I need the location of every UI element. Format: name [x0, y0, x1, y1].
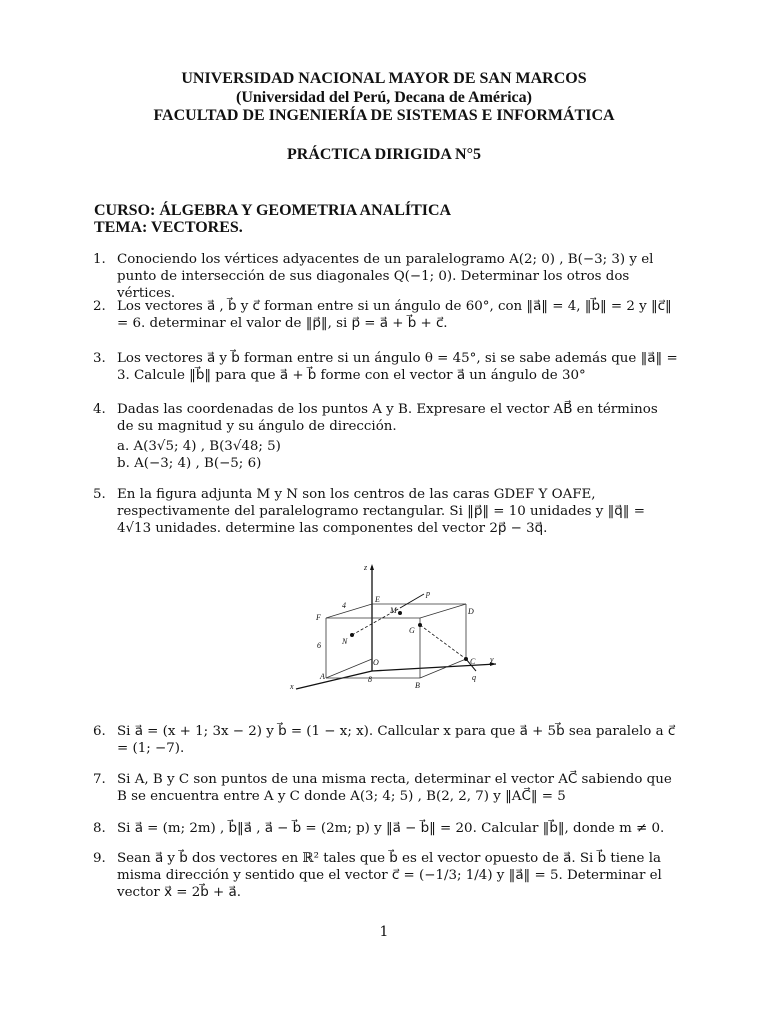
label-c: C [470, 657, 476, 666]
problem-text: Los vectores a⃗ y b⃗ forman entre si un ángulo θ = 45°, si se sabe además que ‖a⃗‖ = 3. Calcule ‖b⃗‖ para que a⃗ + b⃗ forme con el vector a⃗ un ángulo de 30° [117, 351, 678, 383]
x-axis [296, 671, 372, 689]
university-subtitle: (Universidad del Perú, Decana de América) [236, 89, 532, 106]
label-e: E [375, 595, 380, 604]
problem-1 [93, 251, 678, 302]
edge-oa [326, 659, 372, 678]
label-q: q [472, 673, 476, 682]
parallelepiped-figure [284, 556, 524, 696]
problem-text: Si a⃗ = (x + 1; 3x − 2) y b⃗ = (1 − x; x). Callcular x para que a⃗ + 5b⃗ sea paralelo a c⃗ = (1; −7). [117, 724, 676, 756]
problem-number: 7. [93, 772, 106, 787]
label-d: D [468, 607, 474, 616]
label-z: z [364, 563, 368, 572]
label-n: N [342, 637, 348, 646]
page-number: 1 [379, 924, 389, 940]
problem-text: Si a⃗ = (m; 2m) , b⃗‖a⃗ , a⃗ − b⃗ = (2m; p) y ‖a⃗ − b⃗‖ = 20. Calcular ‖b⃗‖, donde m ≠ 0. [117, 821, 665, 836]
topic-heading: TEMA: VECTORES. [94, 219, 243, 236]
problem-2 [93, 298, 678, 332]
problem-text: Si A, B y C son puntos de una misma recta, determinar el vector AC⃗ sabiendo que B se encuentra entre A y C donde A(3; 4; 5) , B(2, 2, 7) y ‖AC⃗‖ = 5 [117, 772, 672, 804]
practice-title: PRÁCTICA DIRIGIDA N°5 [287, 146, 481, 163]
problem-9 [93, 850, 678, 901]
point-g [418, 623, 422, 627]
problem-7 [93, 771, 678, 805]
edge-gd [420, 604, 466, 618]
label-m: M [390, 606, 397, 615]
problem-text: Conociendo los vértices adyacentes de un paralelogramo A(2; 0) , B(−3; 3) y el punto de intersección de sus diagonales Q(−1; 0). Determinar los otros dos vértices. [117, 252, 654, 301]
point-c [464, 657, 468, 661]
problem-text: Dadas las coordenadas de los puntos A y B. Expresare el vector AB⃗ en términos de su magnitud y su ángulo de dirección. [117, 402, 658, 434]
vector-q-line [420, 625, 466, 659]
label-g: G [409, 626, 415, 635]
problem-6 [93, 723, 678, 757]
label-x: x [290, 682, 294, 691]
course-heading: CURSO: ÁLGEBRA Y GEOMETRIA ANALÍTICA [94, 202, 452, 219]
edge-fe [326, 604, 372, 618]
problem-number: 1. [93, 252, 106, 267]
problem-number: 3. [93, 351, 106, 366]
label-8: 8 [368, 675, 372, 684]
point-m [398, 611, 402, 615]
label-b: B [415, 681, 420, 690]
university-title: UNIVERSIDAD NACIONAL MAYOR DE SAN MARCOS [181, 70, 587, 87]
problem-3 [93, 350, 678, 384]
subitem-b: b. A(−3; 4) , B(−5; 6) [117, 456, 262, 471]
faculty-title: FACULTAD DE INGENIERÍA DE SISTEMAS E INFORMÁTICA [153, 107, 615, 124]
label-y: y [490, 655, 494, 664]
label-o: O [373, 658, 379, 667]
point-n [350, 633, 354, 637]
y-axis [372, 664, 496, 671]
problem-number: 8. [93, 821, 106, 836]
problem-number: 4. [93, 402, 106, 417]
problem-4 [93, 401, 678, 472]
vector-p [400, 594, 424, 608]
problem-number: 6. [93, 724, 106, 739]
label-f: F [316, 613, 321, 622]
label-4: 4 [342, 601, 346, 610]
z-arrowhead [370, 564, 374, 570]
label-a: A [320, 672, 325, 681]
problem-text: Los vectores a⃗ , b⃗ y c⃗ forman entre si un ángulo de 60°, con ‖a⃗‖ = 4, ‖b⃗‖ = 2 y ‖c⃗‖ = 6. determinar el valor de ‖p⃗‖, si p⃗ = a⃗ + b⃗ + c⃗. [117, 299, 672, 331]
label-6: 6 [317, 641, 321, 650]
problem-number: 5. [93, 487, 106, 502]
problem-5 [93, 486, 678, 537]
problem-number: 2. [93, 299, 106, 314]
problem-text: Sean a⃗ y b⃗ dos vectores en ℝ² tales que b⃗ es el vector opuesto de a⃗. Si b⃗ tiene la misma dirección y sentido que el vector c⃗ = (−1/3; 1/4) y ‖a⃗‖ = 5. Determinar el vector x⃗ = 2b⃗ + a⃗. [117, 851, 662, 900]
problem-number: 9. [93, 851, 106, 866]
subitem-a: a. A(3√5; 4) , B(3√48; 5) [117, 439, 281, 454]
label-p: p [426, 589, 430, 598]
problem-8 [93, 820, 678, 837]
problem-text: En la figura adjunta M y N son los centros de las caras GDEF Y OAFE, respectivamente del paralelogramo rectangular. Si ‖p⃗‖ = 10 unidades y ‖q⃗‖ = 4√13 unidades. determine las componentes del vector 2p⃗ − 3q⃗. [117, 487, 645, 536]
